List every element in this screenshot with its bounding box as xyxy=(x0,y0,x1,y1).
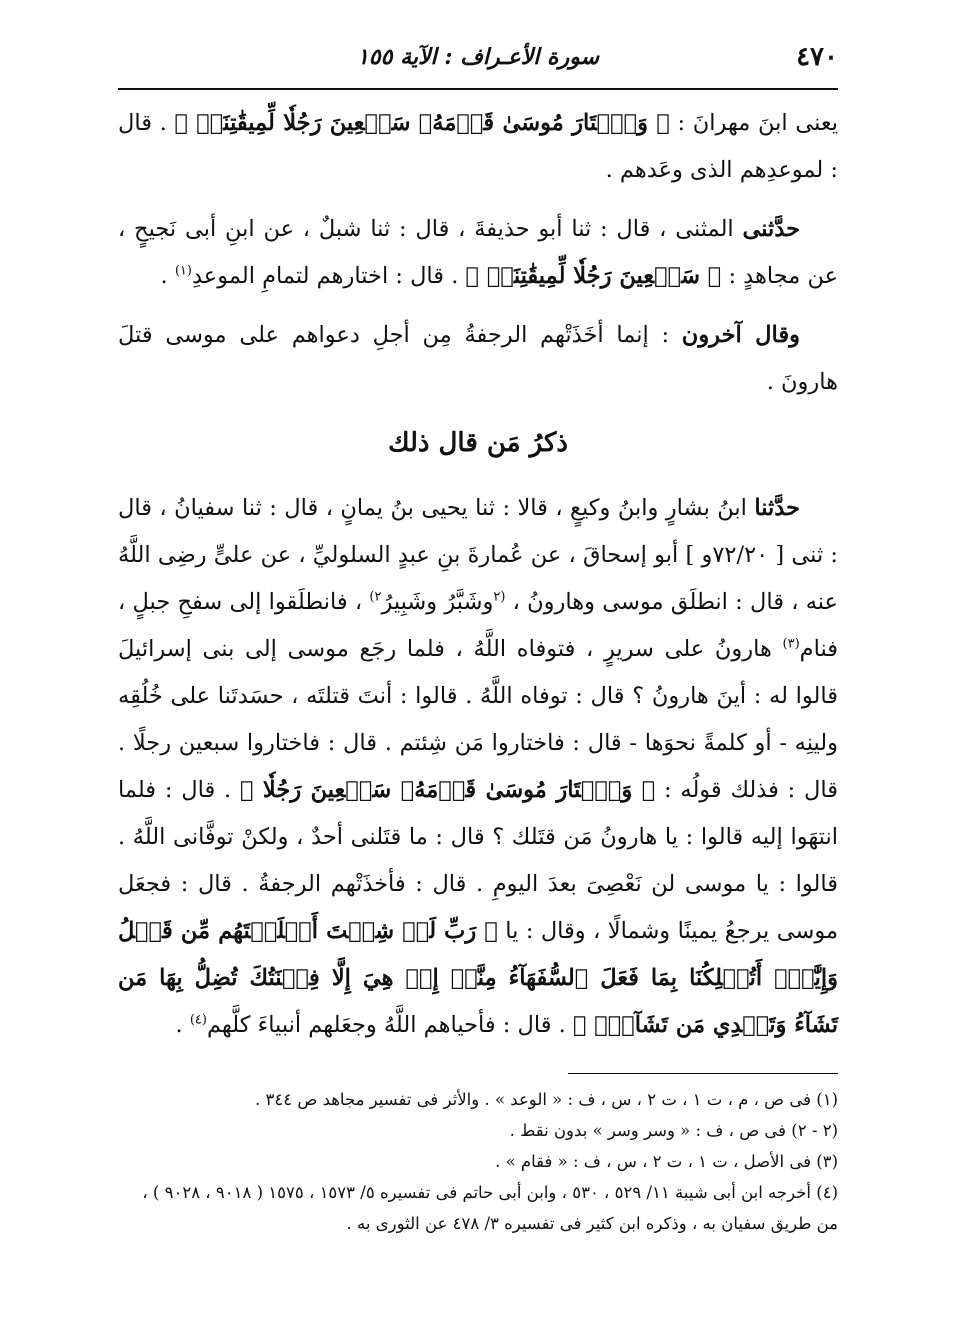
quran-quote: ﴿ وَٱخۡتَارَ مُوسَىٰ قَوۡمَهُۥ سَبۡعِينَ رَجُلٗا لِّمِيقَٰتِنَاۖ ﴾ xyxy=(174,110,670,136)
paragraph-text: . xyxy=(160,263,175,289)
quran-quote: ﴿ رَبِّ لَوۡ شِئۡتَ أَهۡلَكۡتَهُم مِّن قَبۡلُ وَإِيَّٰيَۖ أَتُهۡلِكُنَا بِمَا فَعَلَ ٱلسُّفَهَآءُ مِنَّآۖ إِنۡ هِيَ إِلَّا فِتۡنَتُكَ تُضِلُّ بِهَا مَن تَشَآءُ وَتَهۡدِي مَن تَشَآءُۖ ﴾ xyxy=(118,918,838,1038)
paragraph-text: . قال : اختارهم لتمامِ الموعدِ xyxy=(191,263,466,289)
paragraph-text: . قال : فلما انتهَوا إليه قالوا : يا هارونُ مَن قتَلك ؟ قال : ما قتَلنى أحدٌ ، ولكنْ توفَّانى اللَّهُ . قالوا : يا موسى لن نَعْصِىَ بعدَ اليومِ . قال : فأخذَتْهم الرجفةُ . قال : فجعَل موسى يرجعُ يمينًا وشمالًا ، وقال : يا xyxy=(118,777,839,944)
paragraph-text: . قال : لموعدِهم الذى وعَدهم . xyxy=(118,110,838,183)
paragraph-text: وشَبَّرُ وشَبِيرُ xyxy=(381,589,494,615)
main-text xyxy=(118,100,838,1049)
paragraph-text: المثنى ، قال : ثنا أبو حذيفةَ ، قال : ثنا شبلٌ ، عن ابنِ أبى نَجيحٍ ، عن مجاهدٍ : xyxy=(118,216,838,289)
paragraph-text: يعنى ابنَ مهرانَ : xyxy=(669,110,838,136)
footnotes xyxy=(118,1084,838,1239)
book-page xyxy=(118,30,838,1239)
paragraph-4 xyxy=(118,485,838,1049)
quran-quote: ﴿ سَبۡعِينَ رَجُلٗا لِّمِيقَٰتِنَاۖ ﴾ xyxy=(465,263,722,289)
paragraph-lead: حدَّثنى xyxy=(742,216,800,242)
paragraph-text: هارونُ على سريرٍ ، فتوفاه اللَّهُ ، فلما رجَع موسى إلى بنى إسرائيلَ قالوا له : أينَ هارونُ ؟ قال : توفاه اللَّهُ . قالوا : أنتَ قتلتَه ، حسَدتَنا على خُلُقِه ولينِه - أو كلمةً نحوَها - قال : فاختاروا مَن شِئتم . قال : فاختاروا سبعين رجلًا . قال : فذلك قولُه : xyxy=(118,636,838,803)
running-title: سورة الأعـراف : الآية ١٥٥ xyxy=(356,44,600,70)
paragraph-text: ، فانطلَقوا إلى سفحِ جبلٍ ، فنام xyxy=(118,589,838,662)
paragraph-text: . xyxy=(175,1012,190,1038)
footnote-marker: (٤) xyxy=(189,1012,207,1028)
footnote-marker: (٢ xyxy=(493,589,506,605)
footnote-3: (٣) فى الأصل ، ت ١ ، ت ٢ ، س ، ف : « فقام » . xyxy=(495,1152,838,1171)
footnote-4: (٤) أخرجه ابن أبى شيبة ١١/ ٥٢٩ ، ٥٣٠ ، وابن أبى حاتم فى تفسيره ٥/ ١٥٧٣ ، ١٥٧٥ ( ٩٠١٨ ، ٩٠٢٨ ) ، من طريق سفيان به ، وذكره ابن كثير فى تفسيره ٣/ ٤٧٨ عن الثورى به . xyxy=(142,1183,838,1233)
page-number: ٤٧٠ xyxy=(796,42,838,72)
footnote-1: (١) فى ص ، م ، ت ١ ، ت ٢ ، س ، ف : « الوعد » . والأثر فى تفسير مجاهد ص ٣٤٤ . xyxy=(255,1090,838,1109)
footnote-2: (٢ - ٢) فى ص ، ف : « وسر وسر » بدون نقط . xyxy=(509,1121,838,1140)
paragraph-2 xyxy=(118,206,838,300)
paragraph-1 xyxy=(118,100,838,194)
paragraph-lead: وقال آخرون xyxy=(681,322,801,348)
footnote-divider xyxy=(568,1073,838,1074)
paragraph-lead: حدَّثنا xyxy=(754,495,800,521)
quran-quote: ﴿ وَٱخۡتَارَ مُوسَىٰ قَوۡمَهُۥ سَبۡعِينَ رَجُلٗا ﴾ xyxy=(239,777,656,803)
paragraph-text: . قال : فأحياهم اللَّهُ وجعَلهم أنبياءَ كلَّهم xyxy=(206,1012,573,1038)
paragraph-text: : إنما أخَذَتْهم الرجفةُ مِن أجلِ دعواهم على موسى قتلَ هارونَ . xyxy=(118,322,838,395)
section-heading: ذكرُ مَن قال ذلك xyxy=(388,428,568,458)
footnote-marker: (٣) xyxy=(782,636,800,652)
footnote-marker: (١) xyxy=(174,263,192,279)
paragraph-text: ابنُ بشارٍ وابنُ وكيعٍ ، قالا : ثنا يحيى بنُ يمانٍ ، قال : ثنا سفيانُ ، قال : ثنى [ ٧٢/٢٠و ] أبو إسحاقَ ، عن عُمارةَ بنِ عبدٍ السلوليِّ ، عن علىٍّ رضِى اللَّهُ عنه ، قال : انطلَق موسى وهارونُ ، xyxy=(118,495,838,615)
footnote-marker: ٢) xyxy=(369,589,382,605)
page-header xyxy=(118,30,838,90)
paragraph-3 xyxy=(118,312,838,406)
